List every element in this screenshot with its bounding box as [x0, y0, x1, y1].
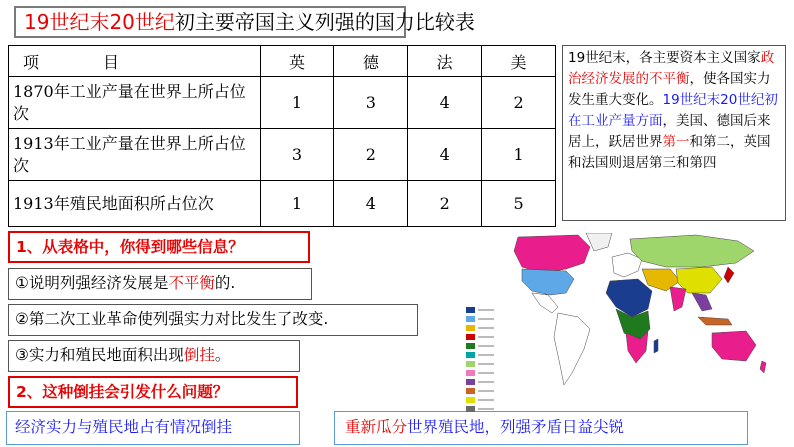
answer-text: 。	[214, 346, 231, 364]
answer-5	[334, 411, 748, 445]
legend-label-line	[478, 372, 494, 374]
legend-label-line	[478, 345, 494, 347]
legend-item	[466, 387, 508, 395]
table-cell: 2	[334, 129, 408, 181]
legend-label-line	[478, 381, 494, 383]
legend-label-line	[478, 408, 494, 410]
title-highlight: 19世纪末20世纪	[24, 10, 175, 34]
table-cell: 1	[260, 77, 334, 129]
column-header-usa: 美	[482, 46, 556, 77]
answer-2	[8, 304, 418, 336]
answer-text: ③实力和殖民地面积出现	[15, 346, 184, 364]
title-rest: 初主要帝国主义列强的国力比较表	[174, 10, 475, 34]
table-row	[9, 181, 556, 227]
row-label: 1913年殖民地面积所占位次	[9, 181, 261, 227]
column-header-britain: 英	[260, 46, 334, 77]
table-cell: 1	[260, 181, 334, 227]
legend-item	[466, 396, 508, 404]
answer-text: 的.	[214, 274, 236, 292]
answer-3	[8, 340, 300, 372]
table-cell: 4	[408, 77, 482, 129]
table-cell: 4	[334, 181, 408, 227]
table-cell: 4	[408, 129, 482, 181]
legend-item	[466, 324, 508, 332]
question-1	[8, 231, 310, 263]
table-row	[9, 129, 556, 181]
answer-text: ②第二次工业革命使列强实力对比发生了改变.	[15, 310, 329, 328]
legend-item	[466, 351, 508, 359]
legend-swatch	[466, 343, 475, 349]
legend-swatch	[466, 388, 475, 394]
legend-swatch	[466, 316, 475, 322]
side-note-text: 19世纪末，各主要资本主义国家	[568, 50, 761, 66]
legend-item	[466, 360, 508, 368]
legend-item	[466, 306, 508, 314]
answer-highlight: 倒挂	[183, 346, 215, 364]
column-header-item: 项 目	[9, 46, 261, 77]
answer-1	[8, 268, 312, 300]
column-header-germany: 德	[334, 46, 408, 77]
question-2-text: 2、这种倒挂会引发什么问题？	[16, 383, 229, 401]
map-graphic	[466, 233, 770, 397]
comparison-table	[8, 45, 556, 227]
map-legend	[466, 306, 508, 396]
legend-swatch	[466, 379, 475, 385]
legend-swatch	[466, 307, 475, 313]
legend-swatch	[466, 406, 475, 412]
answer-text: ①说明列强经济发展是	[15, 274, 169, 292]
legend-swatch	[466, 361, 475, 367]
side-note-highlight-blue: 19世纪末20世纪初在工业产量方面	[568, 92, 778, 129]
legend-swatch	[466, 352, 475, 358]
legend-item	[466, 369, 508, 377]
table-row	[9, 77, 556, 129]
legend-item	[466, 315, 508, 323]
legend-swatch	[466, 334, 475, 340]
side-note-highlight: 政治经济发展的不平衡	[568, 50, 775, 87]
legend-swatch	[466, 397, 475, 403]
side-note-text: ，美国、德国后来居上，跃居世界	[568, 113, 771, 150]
answer-highlight: 重新瓜分	[345, 418, 408, 436]
table-cell: 3	[260, 129, 334, 181]
table-header-row	[9, 46, 556, 77]
legend-label-line	[478, 399, 494, 401]
table-cell: 5	[482, 181, 556, 227]
table-cell: 2	[408, 181, 482, 227]
column-header-france: 法	[408, 46, 482, 77]
legend-item	[466, 378, 508, 386]
legend-swatch	[466, 370, 475, 376]
legend-label-line	[478, 318, 494, 320]
table-cell: 3	[334, 77, 408, 129]
legend-label-line	[478, 354, 494, 356]
legend-item	[466, 342, 508, 350]
legend-label-line	[478, 336, 494, 338]
legend-swatch	[466, 325, 475, 331]
colonial-world-map	[466, 233, 770, 397]
legend-label-line	[478, 327, 494, 329]
table-cell: 1	[482, 129, 556, 181]
side-note	[562, 45, 786, 221]
legend-label-line	[478, 390, 494, 392]
question-1-text: 1、从表格中，你得到哪些信息？	[16, 238, 244, 256]
row-label: 1870年工业产量在世界上所占位次	[9, 77, 261, 129]
legend-item	[466, 405, 508, 413]
answer-highlight: 不平衡	[168, 274, 215, 292]
side-note-highlight: 第一	[662, 134, 690, 150]
table-cell: 2	[482, 77, 556, 129]
legend-label-line	[478, 363, 494, 365]
side-note-text: ，使各国实力发生重大变化。	[568, 71, 771, 108]
answer-4	[6, 411, 300, 445]
side-note-text: 和第二，英国和法国则退居第三和第四	[568, 134, 771, 171]
answer-text: 世界殖民地，列强矛盾日益尖锐	[407, 418, 625, 436]
answer-text: 经济实力与殖民地占有情况倒挂	[15, 418, 233, 436]
page-title	[14, 6, 475, 38]
legend-item	[466, 333, 508, 341]
row-label: 1913年工业产量在世界上所占位次	[9, 129, 261, 181]
legend-label-line	[478, 309, 494, 311]
question-2	[8, 376, 298, 408]
